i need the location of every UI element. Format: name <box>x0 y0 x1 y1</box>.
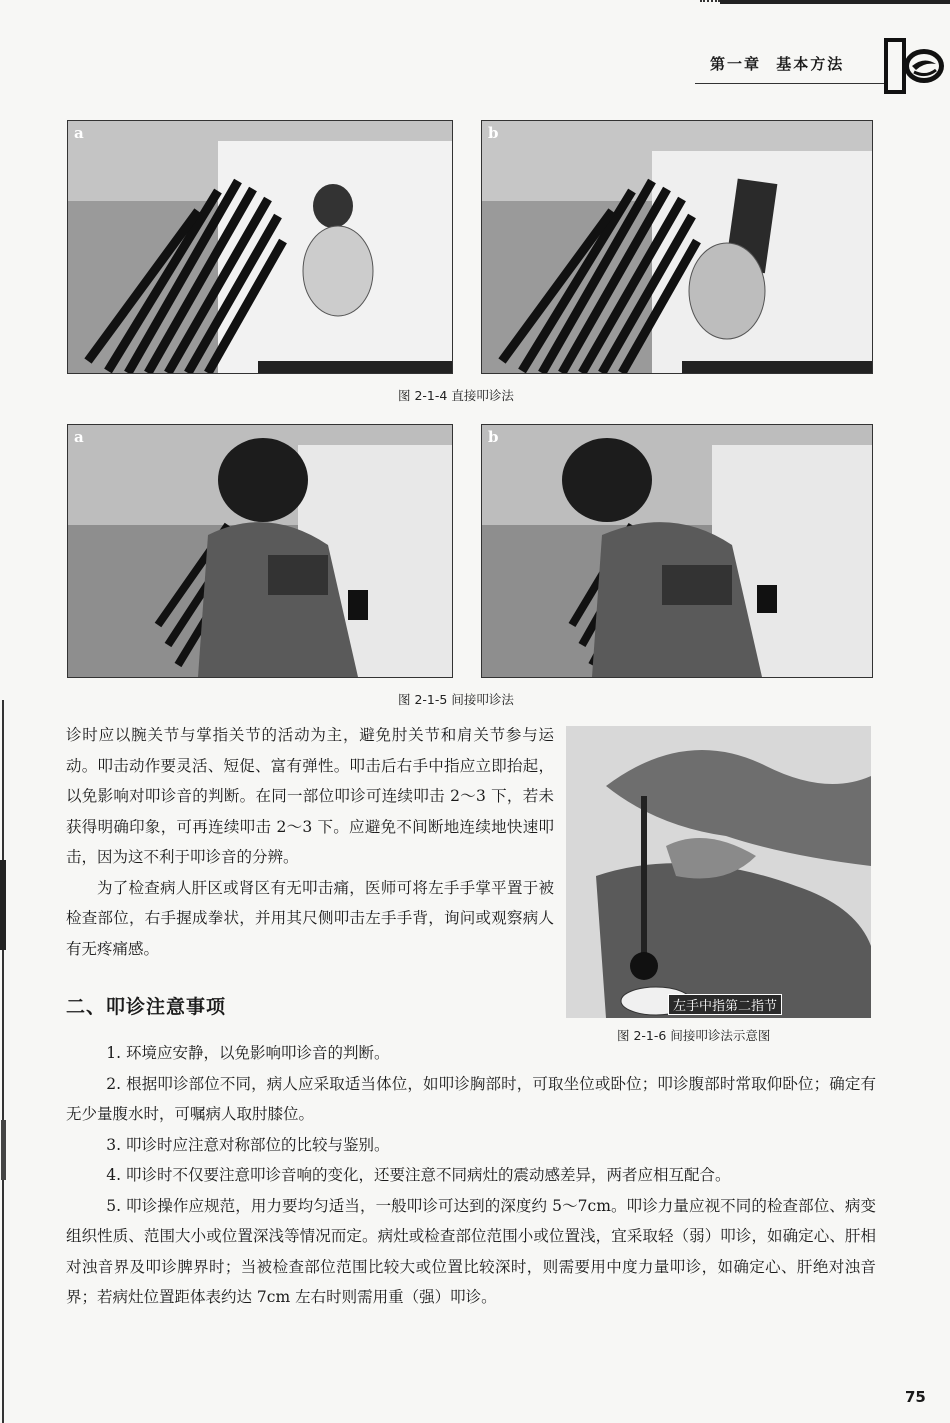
left-column-text <box>66 720 554 964</box>
list-item: 1. 环境应安静，以免影响叩诊音的判断。 <box>106 1044 390 1062</box>
panel-label: a <box>74 124 84 142</box>
figure-2-1-4-caption: 图 2-1-4 直接叩诊法 <box>398 388 514 403</box>
chapter-logo-icon <box>884 38 946 94</box>
figure-2-1-4a-photo <box>67 120 453 374</box>
paragraph: 为了检查病人肝区或肾区有无叩击痛，医师可将左手手掌平置于被检查部位，右手握成拳状，并用其尺侧叩击左手手背，询问或观察病人有无疼痛感。 <box>66 878 554 958</box>
paragraph: 诊时应以腕关节与掌指关节的活动为主，避免肘关节和肩关节参与运动。叩击动作要灵活、短促、富有弹性。叩击后右手中指应立即抬起，以免影响对叩诊音的判断。在同一部位叩诊可连续叩击 2～3 下，若未获得明确印象，可再连续叩击 2～3 下。应避免不间断地连续地快速叩击，因为这不利于叩诊音的分辨。 <box>66 726 554 866</box>
figure-2-1-6-inset-label: 左手中指第二指节 <box>668 994 782 1015</box>
list-item: 5. 叩诊操作应规范，用力要均匀适当，一般叩诊可达到的深度约 5～7cm。叩诊力量应视不同的检查部位、病变组织性质、范围大小或位置深浅等情况而定。病灶或检查部位范围小或位置浅，宜采取轻（弱）叩诊，如确定心、肝相对浊音界及叩诊脾界时；当被检查部位范围比较大或位置比较深时，则需要用中度力量叩诊，如确定心、肝绝对浊音界；若病灶位置距体表约达 7cm 左右时则需用重（强）叩诊。 <box>66 1196 876 1306</box>
chapter-header: 第一章 基本方法 <box>710 55 845 73</box>
list-item: 4. 叩诊时不仅要注意叩诊音响的变化，还要注意不同病灶的震动感差异，两者应相互配合。 <box>106 1166 731 1184</box>
figure-2-1-6-photo <box>566 726 871 1018</box>
panel-label: b <box>488 124 499 142</box>
section-heading: 二、叩诊注意事项 <box>66 996 227 1018</box>
precautions-list <box>66 1038 876 1313</box>
list-item: 3. 叩诊时应注意对称部位的比较与鉴别。 <box>106 1135 390 1154</box>
top-dotted-rule <box>700 0 720 4</box>
top-rule <box>720 0 950 4</box>
header-underline <box>695 83 885 84</box>
figure-2-1-4b-photo <box>481 120 873 374</box>
list-item: 2. 根据叩诊部位不同，病人应采取适当体位，如叩诊胸部时，可取坐位或卧位；叩诊腹部时常取仰卧位；确定有无少量腹水时，可嘱病人取肘膝位。 <box>66 1074 876 1123</box>
binding-edge <box>0 700 8 1423</box>
figure-2-1-6-caption: 图 2-1-6 间接叩诊法示意图 <box>617 1028 771 1043</box>
figure-2-1-5a-photo <box>67 424 453 678</box>
panel-label: b <box>488 428 499 446</box>
page-number: 75 <box>905 1388 926 1406</box>
figure-2-1-5-caption: 图 2-1-5 间接叩诊法 <box>398 692 514 707</box>
panel-label: a <box>74 428 84 446</box>
figure-2-1-5b-photo <box>481 424 873 678</box>
